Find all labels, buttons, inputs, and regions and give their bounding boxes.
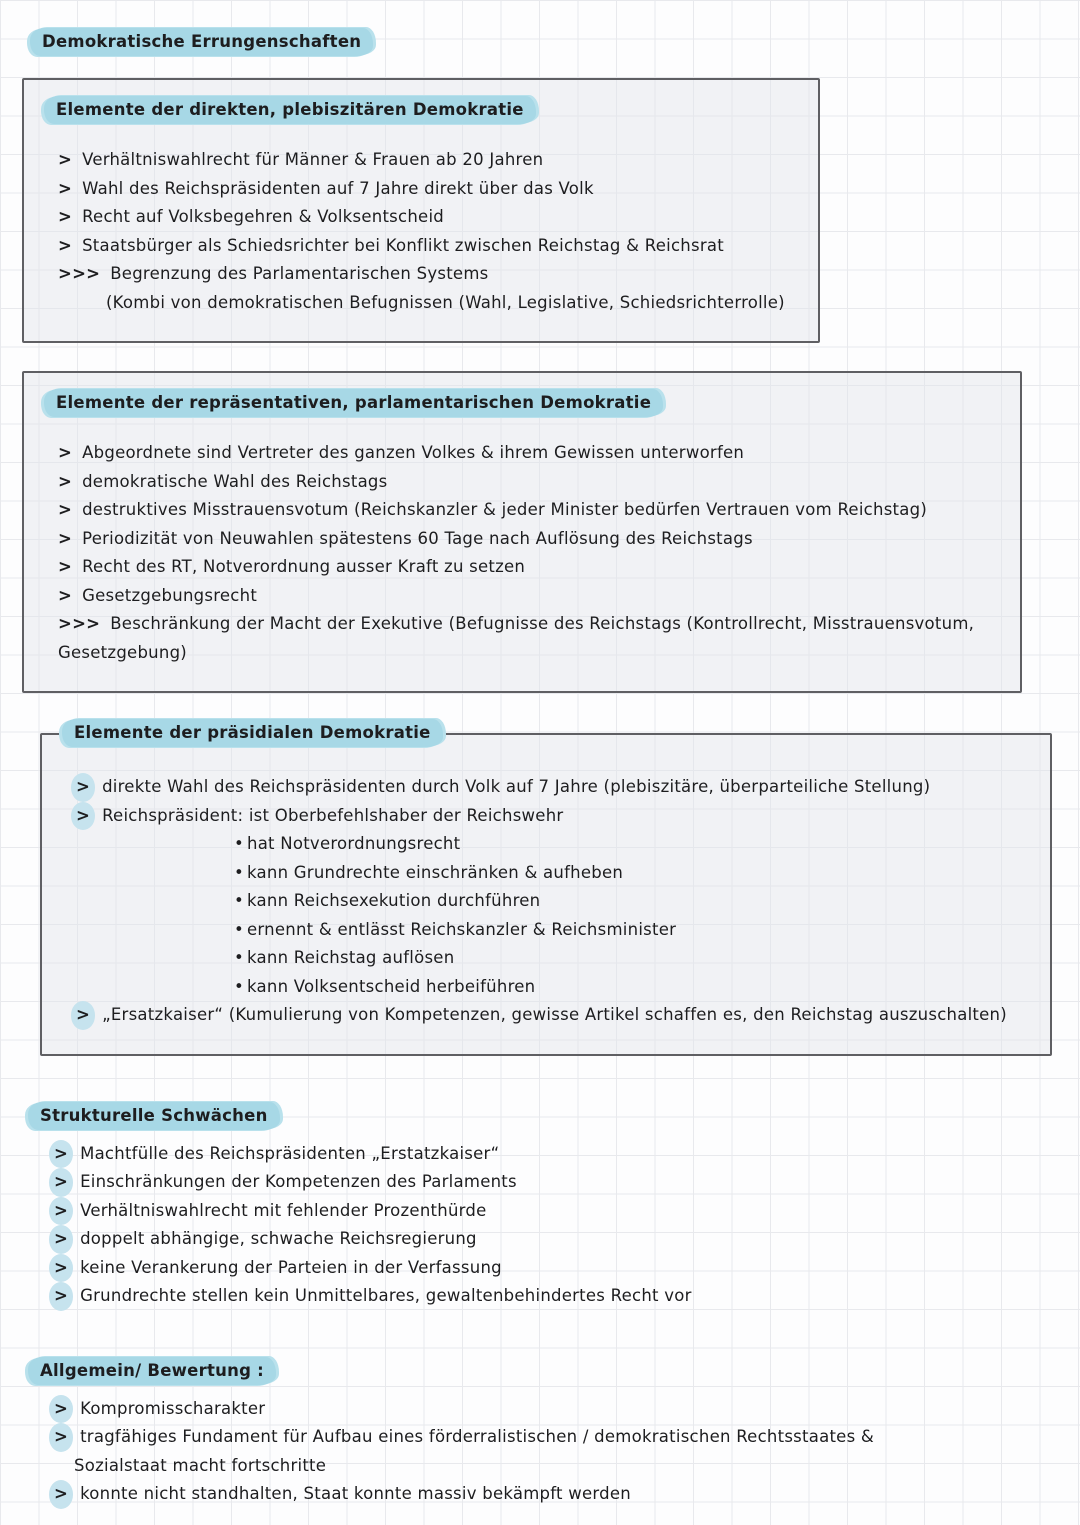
line-text: Machtfülle des Reichspräsidenten „Erstatzkaiser“ [80,1143,500,1163]
note-line [28,1254,1080,1283]
line-text: Begrenzung des Parlamentarischen Systems [110,264,489,283]
bullet-icon: • [234,919,244,939]
section-heading-row [28,1102,1080,1130]
line-text: Recht auf Volksbegehren & Volksentscheid [82,207,445,226]
section-items [28,1140,1080,1311]
arrow-marker: > [58,443,73,462]
note-line [44,260,798,289]
note-line [44,525,1000,554]
section-box-direct-democracy [22,78,820,343]
arrow-marker: > [58,471,73,491]
arrow-marker: > [71,802,95,831]
line-text: (Kombi von demokratischen Befugnissen (Wahl, Legislative, Schiedsrichterrolle) [106,292,785,312]
note-line [44,610,1000,639]
line-text: kann Reichstag auflösen [246,948,455,967]
line-text: Abgeordnete sind Vertreter des ganzen Volkes & ihrem Gewissen unterworfen [82,443,745,462]
box-heading: Elemente der repräsentativen, parlamentarischen Demokratie [44,389,663,417]
line-text: keine Verankerung der Parteien in der Verfassung [80,1257,502,1277]
line-text: ernennt & entlässt Reichskanzler & Reichsminister [246,919,677,939]
arrow-marker: > [49,1282,73,1311]
line-text: Periodizität von Neuwahlen spätestens 60 Tage nach Auflösung des Reichstags [82,528,753,548]
page-title-row [30,28,1080,56]
triple-arrow-marker: >>> [58,264,101,283]
bullet-icon: • [234,976,244,996]
box-heading-row [44,389,1000,417]
line-text: destruktives Misstrauensvotum (Reichskanzler & jeder Minister bedürfen Vertrauen vom Reichstag) [82,500,928,519]
note-line-continuation [44,289,798,318]
note-line [28,1423,1080,1452]
line-text: Sozialstaat macht fortschritte [74,1455,327,1475]
box-items [44,146,798,317]
bullet-icon: • [234,834,244,853]
line-text: Beschränkung der Macht der Exekutive (Befugnisse des Reichstags (Kontrollrecht, Misstrauensvotum, [110,614,975,633]
note-line [62,1001,1030,1030]
note-subline [62,859,1030,888]
line-text: Recht des RT, Notverordnung ausser Kraft zu setzen [82,557,526,576]
note-line [44,146,798,175]
arrow-marker: > [58,207,73,226]
line-text: „Ersatzkaiser“ (Kumulierung von Kompetenzen, gewisse Artikel schaffen es, den Reichstag auszuschalten) [102,1005,1007,1024]
arrow-marker: > [58,235,73,255]
arrow-marker: > [58,500,73,519]
section-box-parliamentary-democracy [22,371,1022,693]
box-heading: Elemente der präsidialen Demokratie [62,719,443,747]
note-line [28,1168,1080,1197]
section-heading-structural-weaknesses: Strukturelle Schwächen [28,1102,280,1130]
line-text: direkte Wahl des Reichspräsidenten durch Volk auf 7 Jahre (plebiszitäre, überparteiliche Stellung) [102,777,931,796]
note-line [28,1140,1080,1169]
arrow-marker: > [49,1395,73,1424]
line-text: konnte nicht standhalten, Staat konnte massiv bekämpft werden [80,1484,631,1503]
box-heading-row [44,96,798,124]
note-line [44,468,1000,497]
line-text: hat Notverordnungsrecht [246,834,461,853]
arrow-marker: > [49,1168,73,1197]
note-line [44,175,798,204]
section-items [28,1395,1080,1509]
box-heading: Elemente der direkten, plebiszitären Demokratie [44,96,536,124]
line-text: Grundrechte stellen kein Unmittelbares, gewaltenbehindertes Recht vor [80,1286,692,1305]
note-line [28,1480,1080,1509]
note-line [28,1225,1080,1254]
page-title: Demokratische Errungenschaften [30,28,373,56]
line-text: Verhältniswahlrecht mit fehlender Prozenthürde [80,1200,487,1220]
line-text: kann Grundrechte einschränken & aufheben [246,862,624,882]
bullet-icon: • [234,948,244,967]
note-line [44,553,1000,582]
note-line [28,1395,1080,1424]
box-heading-row [62,719,1030,747]
line-text: demokratische Wahl des Reichstags [82,471,388,491]
note-line [44,496,1000,525]
note-line-continuation [44,639,1000,668]
arrow-marker: > [58,528,73,548]
line-text: Gesetzgebung) [58,642,187,662]
arrow-marker: > [49,1225,73,1254]
section-box-presidential-democracy [40,723,1052,1056]
line-text: Kompromisscharakter [80,1398,266,1418]
arrow-marker: > [71,1001,95,1030]
note-line [62,802,1030,831]
arrow-marker: > [58,585,73,605]
arrow-marker: > [49,1480,73,1509]
section-structural-weaknesses [28,1102,1080,1311]
line-text: Staatsbürger als Schiedsrichter bei Konflikt zwischen Reichstag & Reichsrat [82,235,724,255]
arrow-marker: > [58,150,73,169]
arrow-marker: > [49,1423,73,1452]
note-subline [62,973,1030,1002]
box-items [62,773,1030,1030]
note-line [44,439,1000,468]
bullet-icon: • [234,862,244,882]
triple-arrow-marker: >>> [58,614,101,633]
arrow-marker: > [71,773,95,802]
bullet-icon: • [234,891,244,910]
note-line-continuation [28,1452,1080,1481]
note-line [28,1197,1080,1226]
line-text: Reichspräsident: ist Oberbefehlshaber der Reichswehr [102,805,564,825]
arrow-marker: > [49,1254,73,1283]
section-heading-row [28,1357,1080,1385]
line-text: kann Reichsexekution durchführen [246,891,541,910]
note-line [28,1282,1080,1311]
section-general-evaluation [28,1357,1080,1509]
line-text: Wahl des Reichspräsidenten auf 7 Jahre direkt über das Volk [82,178,594,198]
line-text: Gesetzgebungsrecht [82,585,258,605]
note-subline [62,916,1030,945]
note-subline [62,887,1030,916]
line-text: doppelt abhängige, schwache Reichsregierung [80,1229,477,1248]
arrow-marker: > [49,1140,73,1169]
section-heading-general-evaluation: Allgemein/ Bewertung : [28,1357,276,1385]
arrow-marker: > [49,1197,73,1226]
note-subline [62,830,1030,859]
arrow-marker: > [58,178,73,198]
note-line [44,203,798,232]
note-line [62,773,1030,802]
line-text: tragfähiges Fundament für Aufbau eines förderralistischen / demokratischen Rechtsstaates & [80,1427,875,1446]
box-items [44,439,1000,667]
arrow-marker: > [58,557,73,576]
line-text: Verhältniswahlrecht für Männer & Frauen ab 20 Jahren [82,150,544,169]
note-line [44,582,1000,611]
note-subline [62,944,1030,973]
line-text: kann Volksentscheid herbeiführen [246,976,536,996]
line-text: Einschränkungen der Kompetenzen des Parlaments [80,1172,517,1191]
note-line [44,232,798,261]
